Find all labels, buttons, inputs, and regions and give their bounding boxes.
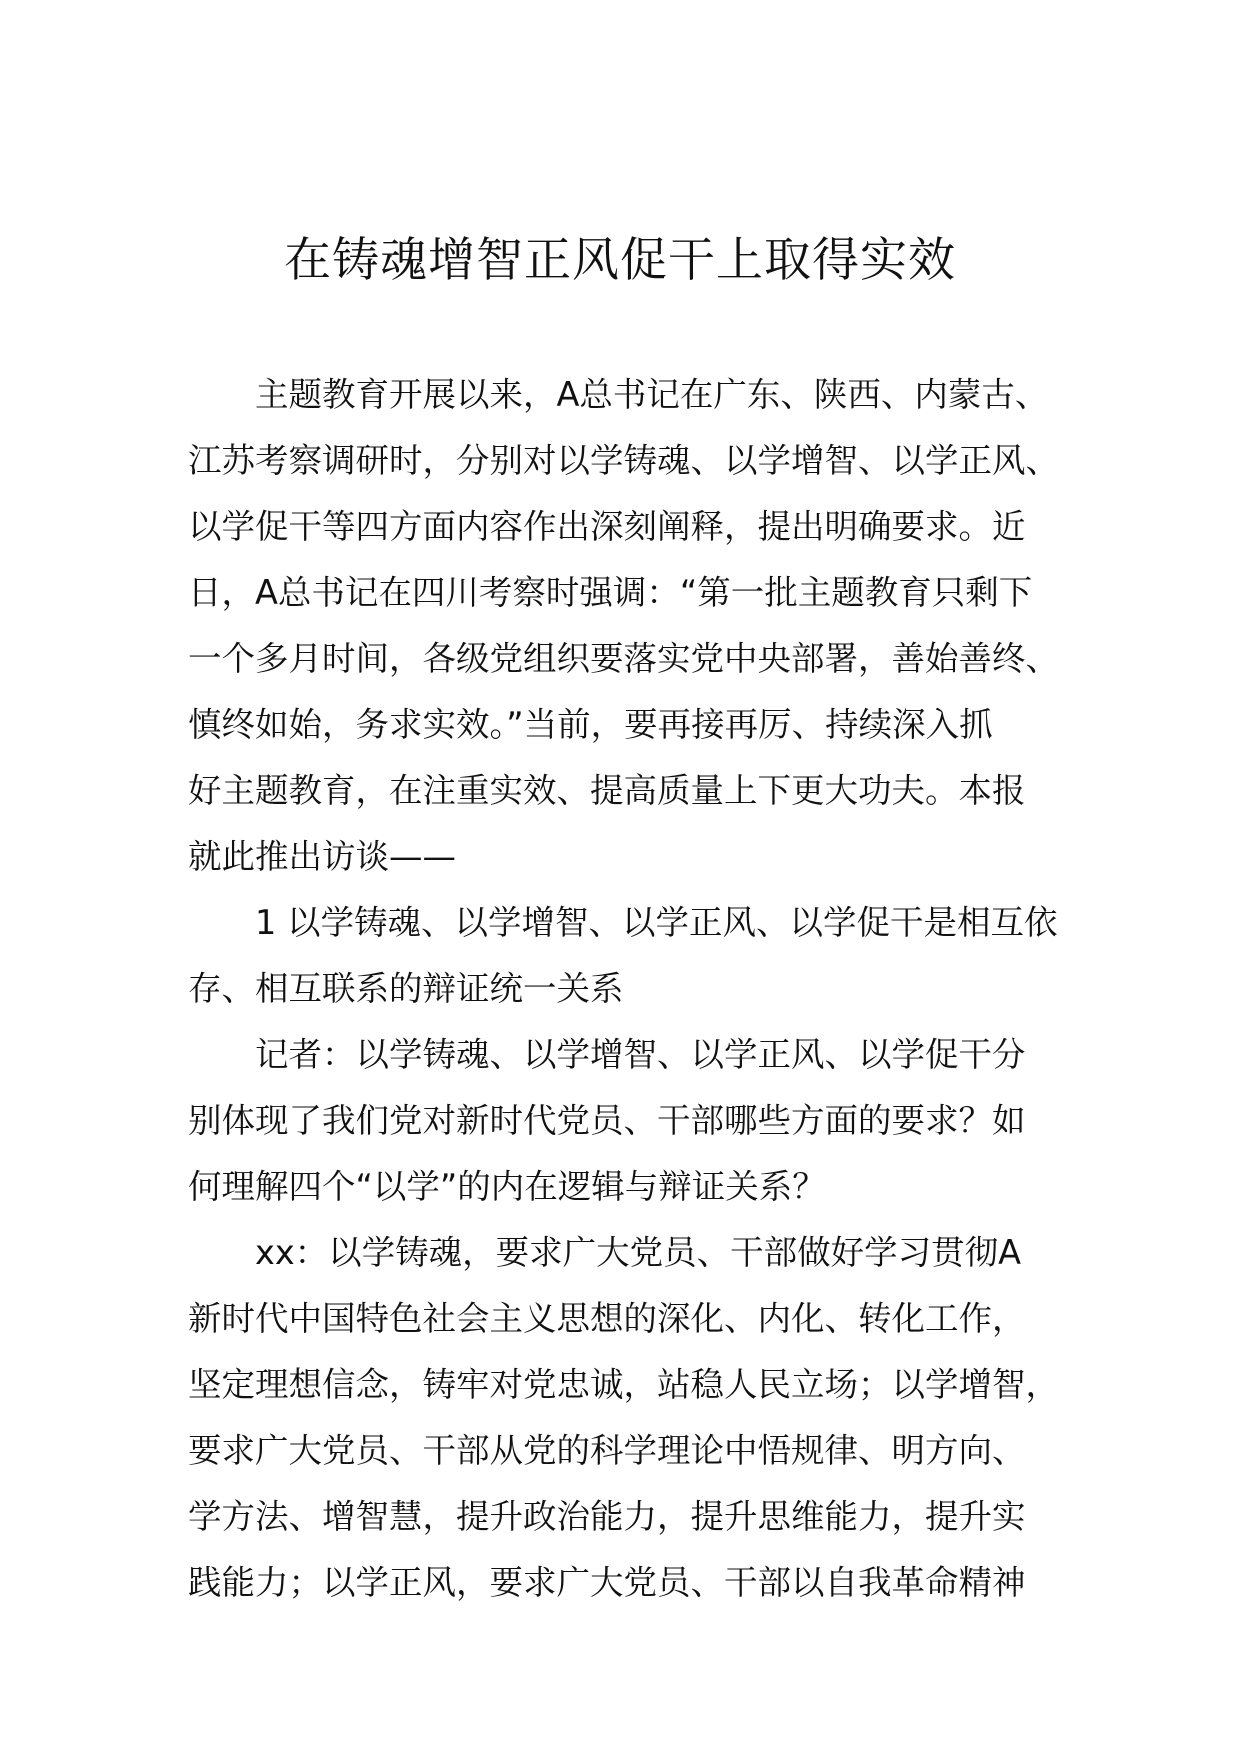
body-line: 慎终如始，务求实效。”当前，要再接再厉、持续深入抓 <box>188 705 993 744</box>
body-line: 践能力；以学正风，要求广大党员、干部以自我革命精神 <box>188 1563 1026 1602</box>
body-line: 日，A总书记在四川考察时强调：“第一批主题教育只剩下 <box>188 573 1033 612</box>
body-line: 就此推出访谈—— <box>188 837 456 876</box>
body-line: 要求广大党员、干部从党的科学理论中悟规律、明方向、 <box>188 1431 1026 1470</box>
body-line: 坚定理想信念，铸牢对党忠诚，站稳人民立场；以学增智， <box>188 1365 1059 1404</box>
body-line: 记者：以学铸魂、以学增智、以学正风、以学促干分 <box>255 1035 1026 1074</box>
body-line: 学方法、增智慧，提升政治能力，提升思维能力，提升实 <box>188 1497 1026 1536</box>
body-line: 主题教育开展以来，A总书记在广东、陕西、内蒙古、 <box>255 375 1049 414</box>
document-title: 在铸魂增智正风促干上取得实效 <box>284 233 956 288</box>
section-heading-line: 1 以学铸魂、以学增智、以学正风、以学促干是相互依 <box>255 903 1058 942</box>
body-line: xx：以学铸魂，要求广大党员、干部做好学习贯彻A <box>255 1233 1022 1272</box>
document-body <box>188 362 1058 1616</box>
body-line: 江苏考察调研时，分别对以学铸魂、以学增智、以学正风、 <box>188 441 1059 480</box>
body-line: 一个多月时间，各级党组织要落实党中央部署，善始善终、 <box>188 639 1059 678</box>
body-line: 好主题教育，在注重实效、提高质量上下更大功夫。本报 <box>188 771 1026 810</box>
body-line: 以学促干等四方面内容作出深刻阐释，提出明确要求。近 <box>188 507 1026 546</box>
body-line: 何理解四个“以学”的内在逻辑与辩证关系？ <box>188 1167 826 1206</box>
body-line: 别体现了我们党对新时代党员、干部哪些方面的要求？如 <box>188 1101 1026 1140</box>
section-heading-line: 存、相互联系的辩证统一关系 <box>188 969 624 1008</box>
body-line: 新时代中国特色社会主义思想的深化、内化、转化工作， <box>188 1299 1026 1338</box>
